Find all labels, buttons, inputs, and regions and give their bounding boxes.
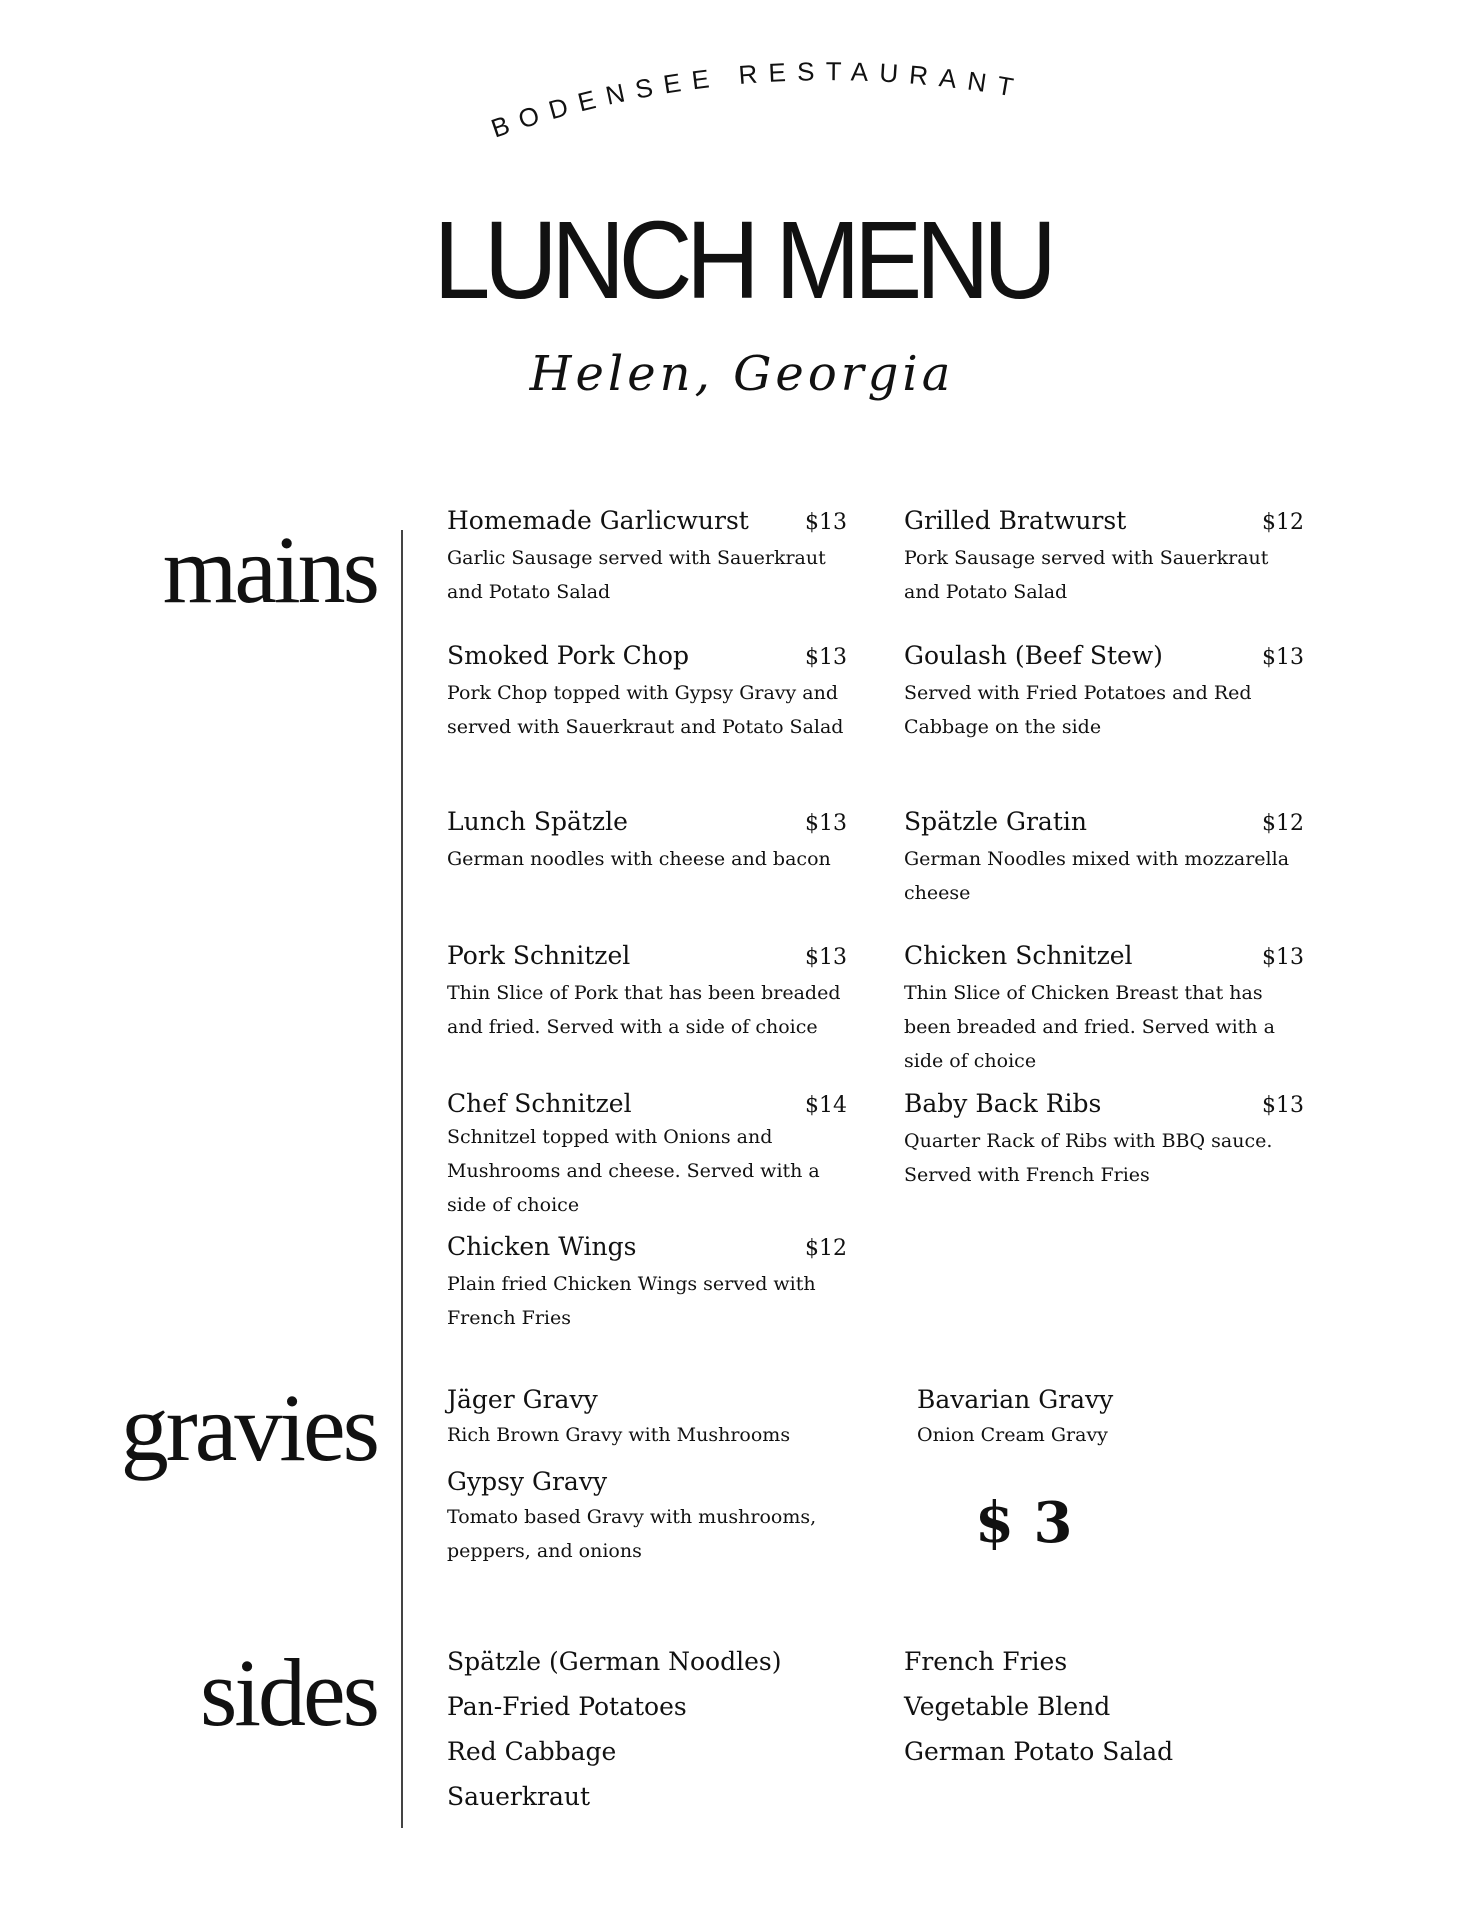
gravy-name: Gypsy Gravy [447,1467,608,1496]
restaurant-name: BODENSEE RESTAURANT [487,56,1027,144]
item-name: Smoked Pork Chop [447,641,689,670]
menu-item [904,941,1304,1078]
location-subtitle: Helen, Georgia [529,346,955,402]
item-price: $13 [805,510,847,535]
item-name: Chef Schnitzel [447,1089,632,1118]
section-divider [401,530,403,1828]
menu-item [447,941,847,1044]
item-description: Pork Chop topped with Gypsy Gravy and served with Sauerkraut and Potato Salad [447,682,844,738]
menu-item [447,807,847,876]
item-price: $13 [1262,945,1304,970]
item-price: $13 [805,645,847,670]
gravy-item [447,1385,867,1452]
gravy-name: Bavarian Gravy [917,1385,1114,1414]
side-item: French Fries [904,1647,1068,1676]
side-item: Vegetable Blend [904,1692,1111,1721]
item-price: $12 [805,1236,847,1261]
item-description: Quarter Rack of Ribs with BBQ sauce. Served with French Fries [904,1130,1273,1186]
side-item: German Potato Salad [904,1737,1174,1766]
menu-item [447,641,847,744]
gravy-description: Onion Cream Gravy [917,1424,1108,1446]
item-description: Served with Fried Potatoes and Red Cabbage on the side [904,682,1252,738]
gravy-item [447,1467,867,1568]
menu-item [904,807,1304,910]
side-item: Red Cabbage [447,1737,617,1766]
gravy-item [917,1385,1317,1452]
side-item: Pan-Fried Potatoes [447,1692,687,1721]
section-label-mains: mains [162,516,377,623]
menu-item [904,1089,1304,1192]
item-name: Spätzle Gratin [904,807,1087,836]
item-description: Garlic Sausage served with Sauerkraut and Potato Salad [447,547,826,603]
item-description: Schnitzel topped with Onions and Mushrooms and cheese. Served with a side of choice [447,1126,820,1216]
menu-item [904,641,1304,744]
item-description: German Noodles mixed with mozzarella cheese [904,848,1290,904]
item-name: Pork Schnitzel [447,941,631,970]
gravy-name: Jäger Gravy [447,1385,598,1414]
gravy-price: $ 3 [975,1490,1073,1556]
side-item: Sauerkraut [447,1782,591,1811]
menu-item [904,506,1304,609]
item-price: $13 [805,945,847,970]
item-price: $12 [1262,811,1304,836]
item-description: Pork Sausage served with Sauerkraut and Potato Salad [904,547,1269,603]
section-label-gravies: gravies [120,1374,377,1481]
item-name: Chicken Schnitzel [904,941,1133,970]
section-label-sides: sides [200,1639,377,1746]
item-name: Grilled Bratwurst [904,506,1127,535]
page-title: LUNCH MENU [433,199,1051,322]
restaurant-name-arc [0,0,1484,200]
item-description: Thin Slice of Pork that has been breaded and fried. Served with a side of choice [447,982,841,1038]
item-description: Plain fried Chicken Wings served with French Fries [447,1273,816,1329]
gravy-description: Tomato based Gravy with mushrooms, peppers, and onions [447,1506,817,1562]
item-price: $14 [805,1093,847,1118]
menu-item [447,506,847,609]
item-price: $13 [805,811,847,836]
menu-item [447,1232,847,1335]
item-price: $12 [1262,510,1304,535]
side-item: Spätzle (German Noodles) [447,1647,782,1676]
item-description: German noodles with cheese and bacon [447,848,831,870]
item-description: Thin Slice of Chicken Breast that has been breaded and fried. Served with a side of choice [904,982,1275,1072]
gravy-description: Rich Brown Gravy with Mushrooms [447,1424,791,1446]
menu-item [447,1089,847,1222]
item-name: Goulash (Beef Stew) [904,641,1163,670]
item-name: Chicken Wings [447,1232,637,1261]
item-price: $13 [1262,645,1304,670]
item-price: $13 [1262,1093,1304,1118]
item-name: Baby Back Ribs [904,1089,1102,1118]
item-name: Lunch Spätzle [447,807,628,836]
item-name: Homemade Garlicwurst [447,506,749,535]
